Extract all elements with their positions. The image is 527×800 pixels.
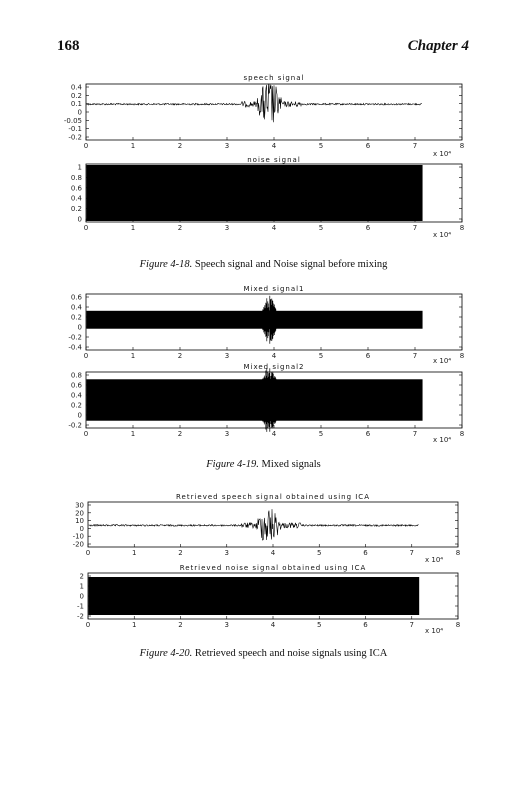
- waveform: [87, 165, 423, 221]
- x-tick-label: 4: [270, 621, 276, 629]
- waveform: [89, 577, 420, 615]
- y-tick-label: 0.2: [70, 401, 82, 410]
- x-tick-label: 8: [459, 142, 465, 150]
- x-tick-label: 5: [318, 430, 324, 438]
- x-tick-label: 7: [412, 352, 418, 360]
- figure-label: Figure 4-19.: [206, 459, 259, 470]
- x-tick-label: 1: [132, 621, 137, 629]
- x-tick-label: 6: [363, 621, 368, 629]
- y-tick-label: 0.2: [70, 205, 82, 214]
- y-tick-label: -10: [72, 532, 84, 541]
- x-multiplier-6: x 10⁴: [425, 627, 444, 635]
- x-tick-label: 1: [130, 142, 136, 150]
- x-tick-label: 6: [365, 430, 371, 438]
- x-tick-label: 3: [224, 430, 230, 438]
- plot-title-mixed2: Mixed signal2: [243, 363, 305, 371]
- y-tick-label: 0.6: [70, 381, 82, 390]
- x-tick-label: 6: [365, 352, 371, 360]
- x-tick-label: 2: [177, 430, 183, 438]
- x-tick-label: 8: [459, 352, 465, 360]
- x-tick-label: 8: [455, 621, 461, 629]
- x-tick-label: 0: [83, 430, 89, 438]
- y-tick-label: 0.6: [70, 184, 82, 193]
- plot-title-retrieved-speech: Retrieved speech signal obtained using ICA: [176, 493, 370, 501]
- y-tick-label: -2: [77, 612, 84, 621]
- y-tick-label: -0.2: [68, 133, 82, 142]
- y-tick-label: 1: [77, 163, 82, 172]
- figure-caption-text: Retrieved speech and noise signals using ICA: [192, 648, 388, 659]
- x-tick-label: 2: [177, 142, 183, 150]
- y-tick-label: 2: [79, 572, 84, 581]
- waveform: [87, 311, 423, 329]
- x-tick-label: 3: [224, 549, 229, 557]
- figure-caption-text: Mixed signals: [258, 459, 321, 470]
- x-tick-label: 4: [271, 142, 277, 150]
- x-tick-label: 2: [178, 621, 183, 629]
- x-tick-label: 4: [271, 224, 277, 232]
- x-tick-label: 3: [224, 352, 230, 360]
- x-tick-label: 3: [224, 224, 230, 232]
- x-tick-label: 2: [177, 224, 183, 232]
- y-tick-label: 0: [77, 215, 82, 224]
- figure-caption-text: Speech signal and Noise signal before mixing: [192, 259, 388, 270]
- y-tick-label: 10: [75, 517, 84, 526]
- y-tick-label: 0.4: [70, 194, 82, 203]
- y-tick-label: 0: [77, 411, 82, 420]
- x-tick-label: 7: [412, 224, 418, 232]
- x-tick-label: 7: [409, 621, 414, 629]
- y-tick-label: 0: [77, 108, 82, 117]
- page-number: 168: [57, 38, 80, 54]
- x-tick-label: 1: [130, 352, 136, 360]
- x-tick-label: 4: [271, 352, 277, 360]
- y-tick-label: 0: [79, 592, 84, 601]
- y-tick-label: 0.2: [70, 313, 82, 322]
- x-tick-label: 2: [177, 352, 183, 360]
- x-tick-label: 5: [318, 224, 324, 232]
- y-tick-label: 20: [75, 509, 84, 518]
- y-tick-label: 1: [79, 582, 84, 591]
- x-multiplier-2: x 10⁴: [433, 231, 452, 239]
- y-tick-label: 0.2: [70, 91, 82, 100]
- x-multiplier-3: x 10⁴: [433, 357, 452, 365]
- x-tick-label: 8: [459, 224, 465, 232]
- x-tick-label: 8: [459, 430, 465, 438]
- y-tick-label: 0.4: [70, 391, 82, 400]
- x-tick-label: 0: [83, 352, 89, 360]
- plot-title-mixed1: Mixed signal1: [243, 285, 305, 293]
- x-tick-label: 7: [409, 549, 414, 557]
- x-tick-label: 3: [224, 621, 229, 629]
- y-tick-label: -0.05: [63, 116, 82, 125]
- x-multiplier-1: x 10⁴: [433, 150, 452, 158]
- y-tick-label: 0.4: [70, 83, 82, 92]
- y-tick-label: 0: [77, 323, 82, 332]
- x-tick-label: 0: [85, 549, 91, 557]
- y-tick-label: 0.4: [70, 303, 82, 312]
- x-tick-label: 7: [412, 142, 418, 150]
- x-tick-label: 4: [271, 430, 277, 438]
- x-tick-label: 1: [132, 549, 137, 557]
- speech-burst: [262, 368, 276, 432]
- x-tick-label: 0: [83, 142, 89, 150]
- y-tick-label: 0.1: [70, 100, 82, 109]
- y-tick-label: -0.4: [68, 343, 82, 352]
- x-tick-label: 4: [270, 549, 276, 557]
- x-tick-label: 1: [130, 224, 136, 232]
- figure-label: Figure 4-20.: [139, 648, 193, 659]
- x-multiplier-5: x 10⁴: [425, 556, 444, 564]
- x-tick-label: 0: [85, 621, 91, 629]
- y-tick-label: -0.2: [68, 421, 82, 430]
- x-tick-label: 8: [455, 549, 461, 557]
- y-tick-label: 30: [75, 501, 84, 510]
- y-tick-label: 0.8: [70, 371, 82, 380]
- plot-title-retrieved-noise: Retrieved noise signal obtained using ICA: [179, 564, 367, 572]
- x-tick-label: 6: [365, 224, 371, 232]
- x-tick-label: 2: [178, 549, 183, 557]
- y-tick-label: -0.2: [68, 333, 82, 342]
- y-tick-label: 0: [79, 524, 84, 533]
- x-multiplier-4: x 10⁴: [433, 436, 452, 444]
- x-tick-label: 5: [317, 549, 322, 557]
- y-tick-label: 0.6: [70, 293, 82, 302]
- waveform: [87, 379, 423, 420]
- x-tick-label: 6: [365, 142, 371, 150]
- y-tick-label: -1: [77, 602, 84, 611]
- chapter-title: Chapter 4: [407, 38, 469, 54]
- plot-title-speech: speech signal: [243, 74, 305, 82]
- x-tick-label: 3: [224, 142, 230, 150]
- y-tick-label: -0.1: [68, 125, 82, 134]
- x-tick-label: 0: [83, 224, 89, 232]
- y-tick-label: 0.8: [70, 173, 82, 182]
- figure-label: Figure 4-18.: [139, 259, 193, 270]
- y-tick-label: -20: [72, 540, 84, 549]
- x-tick-label: 1: [130, 430, 136, 438]
- x-tick-label: 5: [318, 352, 324, 360]
- x-tick-label: 5: [318, 142, 324, 150]
- x-tick-label: 7: [412, 430, 418, 438]
- x-tick-label: 5: [317, 621, 322, 629]
- x-tick-label: 6: [363, 549, 368, 557]
- plot-title-noise: noise signal: [247, 156, 301, 164]
